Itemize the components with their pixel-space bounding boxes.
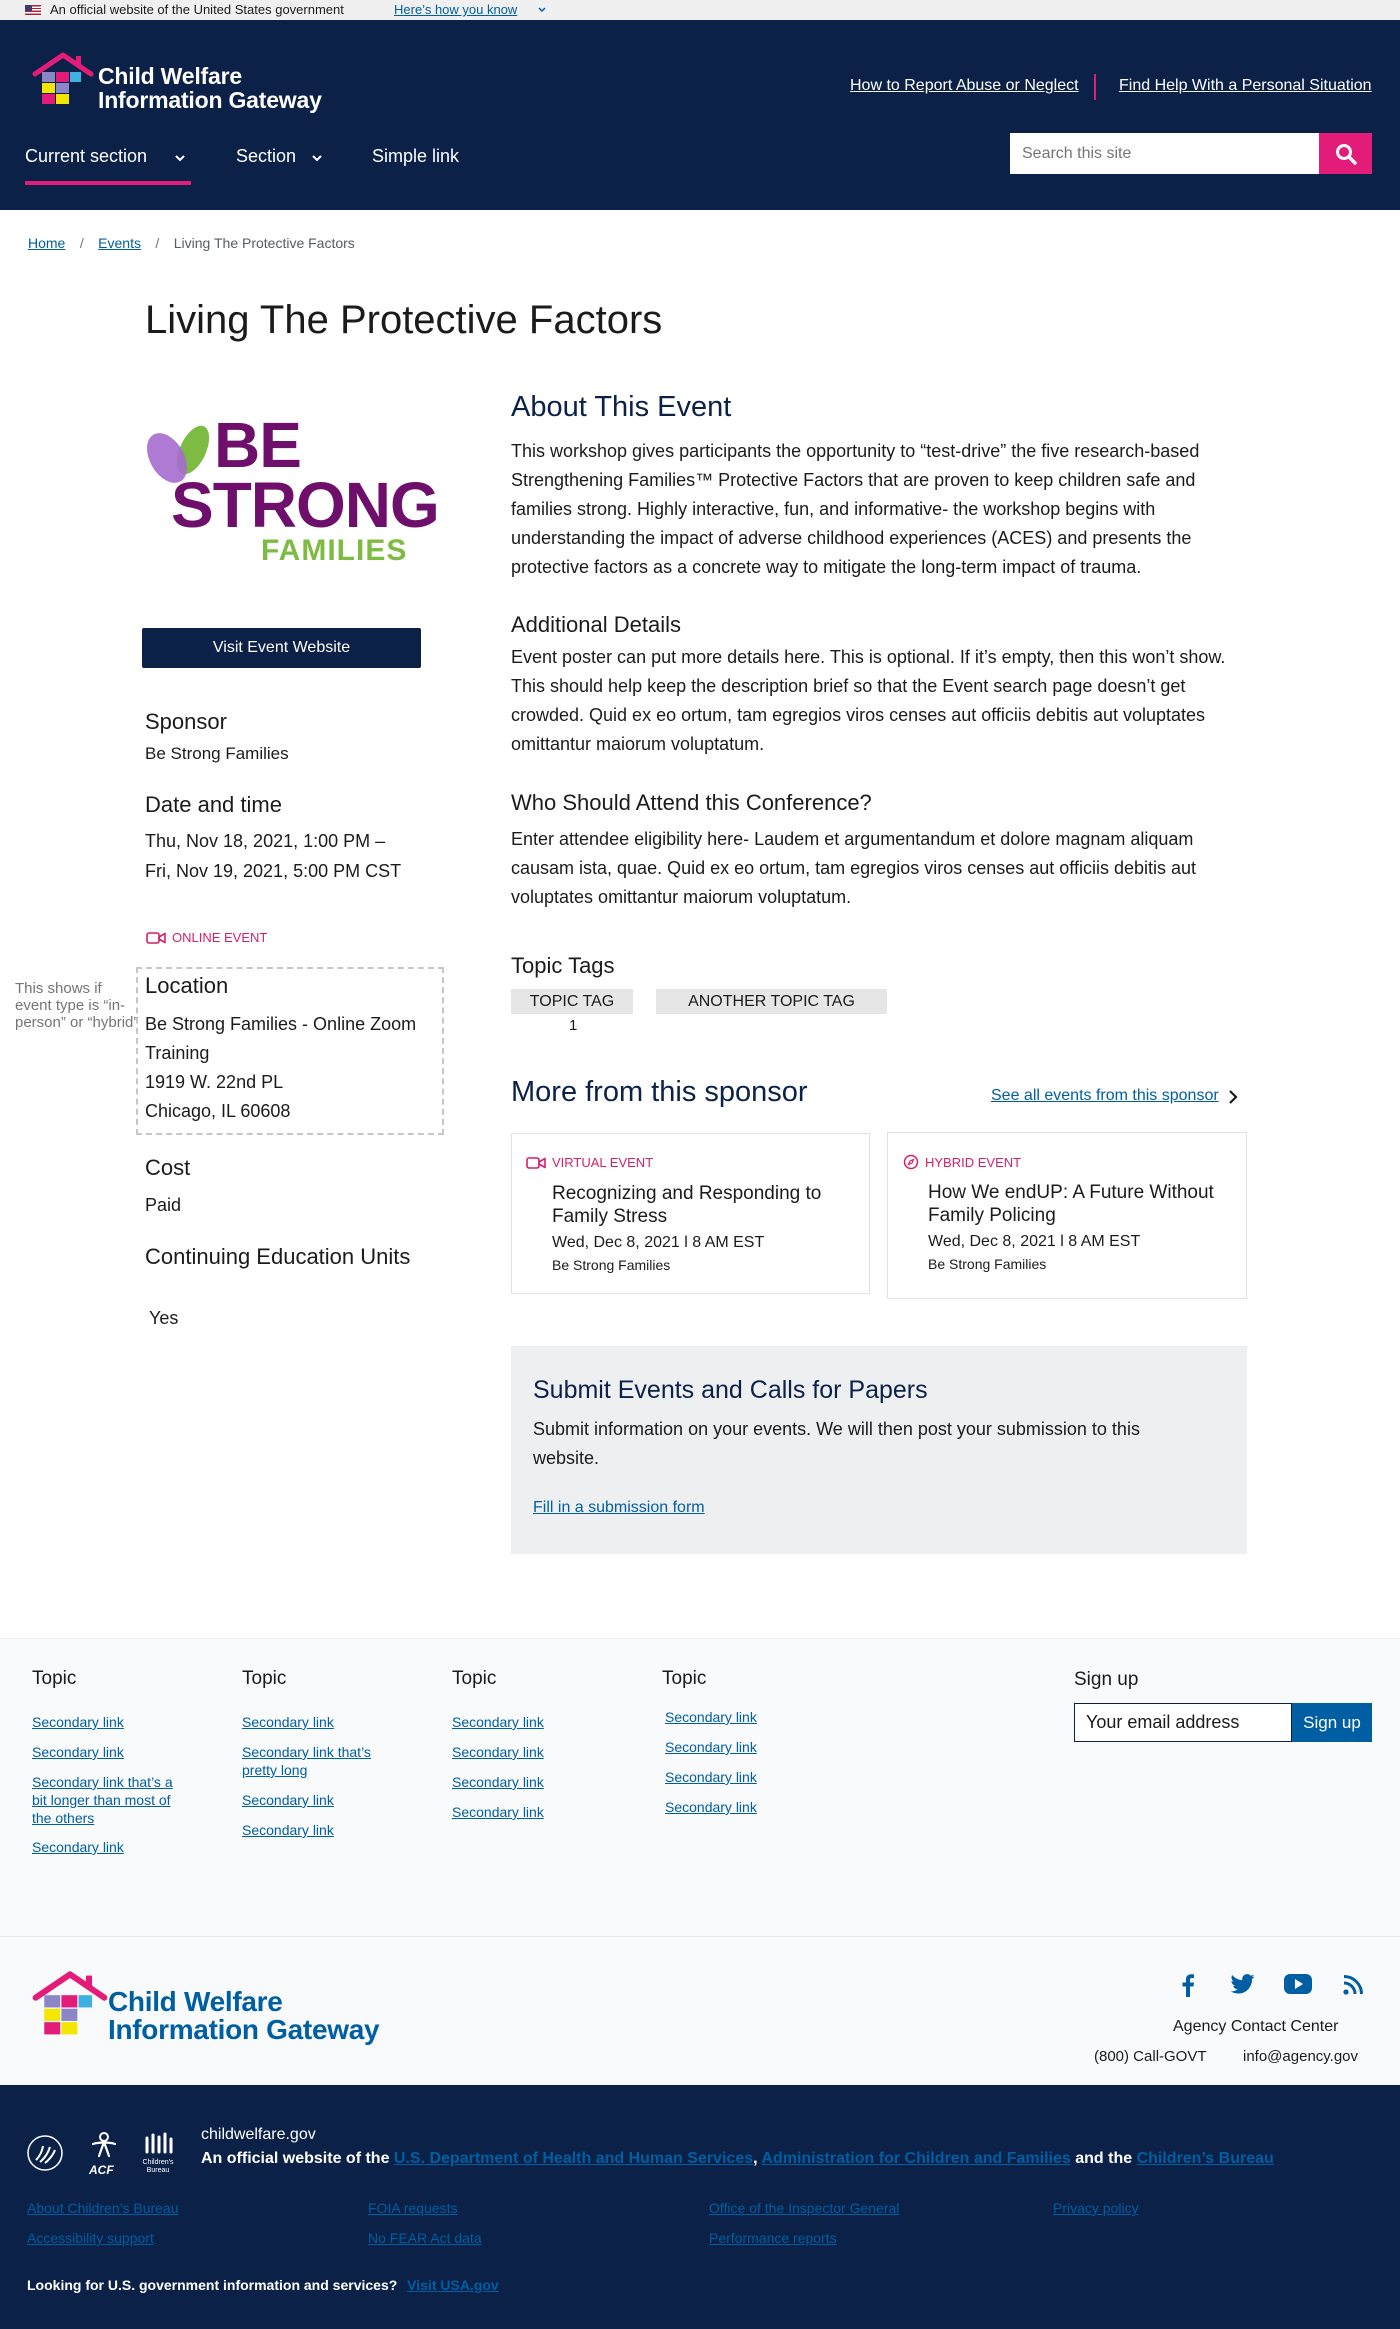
utility-divider xyxy=(1094,74,1096,100)
breadcrumb-separator: / xyxy=(155,235,160,251)
logo-line-1: Child Welfare xyxy=(98,63,242,89)
date-heading: Date and time xyxy=(145,792,282,817)
separator: and the xyxy=(1070,2150,1137,2167)
footer-link[interactable]: Secondary link xyxy=(32,1714,124,1730)
card-title-line: Recognizing and Responding to xyxy=(552,1183,822,1204)
search-input[interactable] xyxy=(1010,133,1319,174)
attend-line: causam ista, quae. Quid ex eo ortum, tam egregios viros censes aut officiis debitis aut xyxy=(511,858,1197,878)
details-heading: Additional Details xyxy=(511,612,681,637)
card-title-line: Family Policing xyxy=(928,1205,1056,1226)
attend-heading: Who Should Attend this Conference? xyxy=(511,790,872,815)
about-line: This workshop gives participants the opportunity to “test-drive” the five research-based xyxy=(511,441,1200,461)
footer-topic: Topic xyxy=(452,1668,497,1689)
cb-logo-line-2: Bureau xyxy=(146,2167,170,2174)
submit-line: Submit information on your events. We will then post your submission to this xyxy=(533,1419,1140,1439)
logo-line-2: Information Gateway xyxy=(98,87,322,113)
footer-link[interactable]: Secondary link that’s a bit longer than most of the others xyxy=(32,1774,173,1826)
about-body xyxy=(511,437,1251,582)
heres-how-you-know-link[interactable]: Here’s how you know xyxy=(394,2,518,17)
contact-center-heading: Agency Contact Center xyxy=(1173,2018,1339,2035)
about-line: understanding the impact of adverse childhood experiences (ACES) and presents the xyxy=(511,528,1192,548)
nav-active-indicator xyxy=(25,181,191,185)
card-badge-label: HYBRID EVENT xyxy=(925,1154,1022,1170)
details-body xyxy=(511,643,1251,759)
more-from-sponsor-heading: More from this sponsor xyxy=(511,1076,808,1108)
ceu-heading: Continuing Education Units xyxy=(145,1244,411,1269)
breadcrumb-events[interactable]: Events xyxy=(98,235,141,251)
hhs-seal-icon[interactable] xyxy=(26,2134,64,2172)
footer-link[interactable]: Secondary link xyxy=(665,1769,757,1785)
submit-line: website. xyxy=(533,1448,600,1468)
submit-body xyxy=(533,1415,1140,1473)
see-all-events-link[interactable]: See all events from this sponsor xyxy=(991,1087,1219,1104)
footer-link[interactable]: Secondary link xyxy=(32,1839,124,1855)
hybrid-event-badge xyxy=(903,1154,1021,1170)
visit-usa-gov-link[interactable]: Visit USA.gov xyxy=(407,2277,499,2293)
footer-link[interactable]: Secondary link xyxy=(665,1799,757,1815)
acf-logo[interactable] xyxy=(89,2132,119,2177)
sponsor-value: Be Strong Families xyxy=(145,744,289,763)
performance-reports-link[interactable]: Performance reports xyxy=(709,2230,837,2246)
details-line: crowded. Quid ex eo ortum, tam egregios viros censes aut officiis debitis aut voluptates xyxy=(511,705,1206,725)
report-abuse-link[interactable]: How to Report Abuse or Neglect xyxy=(850,77,1079,94)
attend-line: voluptates omittantur maiorum voluptatum. xyxy=(511,887,852,907)
contact-phone: (800) Call-GOVT xyxy=(1094,2048,1207,2065)
footer-link[interactable]: Secondary link xyxy=(452,1744,544,1760)
signup-heading: Sign up xyxy=(1074,1669,1139,1690)
topic-tag[interactable]: ANOTHER TOPIC TAG xyxy=(656,989,887,1014)
footer-link[interactable]: Secondary link xyxy=(452,1714,544,1730)
footer-link[interactable]: Secondary link xyxy=(242,1714,334,1730)
logo-strong: STRONG xyxy=(171,469,439,541)
signup-button[interactable]: Sign up xyxy=(1292,1703,1372,1742)
childrens-bureau-logo[interactable] xyxy=(138,2132,178,2174)
topic-tag[interactable]: TOPIC TAG xyxy=(511,989,633,1014)
accessibility-support-link[interactable]: Accessibility support xyxy=(27,2230,154,2246)
foia-link[interactable]: FOIA requests xyxy=(368,2200,458,2216)
acf-logo-text: ACF xyxy=(89,2163,114,2177)
card-title[interactable] xyxy=(928,1181,1214,1227)
search-button[interactable] xyxy=(1319,133,1372,174)
footer-link[interactable]: Secondary link xyxy=(32,1744,124,1760)
location-heading: Location xyxy=(145,973,229,998)
facebook-icon[interactable] xyxy=(1180,1973,1196,1997)
details-line: omittantur maiorum voluptatum. xyxy=(511,734,765,754)
footer-logo-text[interactable] xyxy=(108,1988,379,2044)
house-logo-icon[interactable] xyxy=(32,52,94,108)
submit-heading: Submit Events and Calls for Papers xyxy=(533,1376,928,1404)
chevron-down-icon[interactable] xyxy=(311,153,323,163)
online-event-badge xyxy=(146,930,267,945)
footer-topic: Topic xyxy=(662,1668,707,1689)
details-line: Event poster can put more details here. This is optional. If it’s empty, then this won’t show. xyxy=(511,647,1226,667)
virtual-event-badge xyxy=(526,1155,653,1170)
compass-icon xyxy=(903,1154,919,1170)
cb-logo-line-1: Children's xyxy=(142,2159,174,2166)
ceu-value: Yes xyxy=(149,1308,179,1328)
childrens-bureau-link[interactable]: Children’s Bureau xyxy=(1136,2150,1274,2167)
location-line: Be Strong Families - Online Zoom xyxy=(145,1014,417,1034)
chevron-right-icon[interactable] xyxy=(1227,1089,1239,1105)
nav-label: Section xyxy=(236,146,297,166)
usa-gov-prompt: Looking for U.S. government information and services? xyxy=(27,2277,398,2293)
identifier-domain: childwelfare.gov xyxy=(201,2126,316,2143)
footer-topic: Topic xyxy=(32,1668,77,1689)
identifier-official-text xyxy=(201,2150,1274,2168)
breadcrumb-separator: / xyxy=(79,235,84,251)
acf-figure-icon xyxy=(89,2132,119,2158)
visit-event-website-button[interactable]: Visit Event Website xyxy=(142,628,421,668)
house-logo-icon[interactable] xyxy=(32,1970,108,2040)
breadcrumb-home[interactable]: Home xyxy=(28,235,66,251)
breadcrumb xyxy=(28,235,355,253)
childrens-bureau-icon xyxy=(141,2132,175,2154)
separator: , xyxy=(753,2150,762,2167)
official-prefix: An official website of the xyxy=(201,2150,394,2167)
footer-link[interactable]: Secondary link that’s pretty long xyxy=(242,1744,371,1778)
card-title[interactable] xyxy=(552,1182,821,1228)
chevron-down-icon[interactable] xyxy=(537,5,547,15)
site-logo-text[interactable] xyxy=(98,64,322,112)
rss-icon[interactable] xyxy=(1343,1975,1363,1995)
logo-families: FAMILIES xyxy=(261,534,408,567)
footer-link[interactable]: Secondary link xyxy=(242,1792,334,1808)
details-line: This should help keep the description brief so that the Event search page doesn’t get xyxy=(511,676,1186,696)
online-event-label: ONLINE EVENT xyxy=(172,930,268,945)
site-header xyxy=(0,20,1400,210)
privacy-policy-link[interactable]: Privacy policy xyxy=(1053,2200,1139,2216)
footer-link[interactable]: Secondary link xyxy=(452,1804,544,1820)
card-sponsor: Be Strong Families xyxy=(928,1256,1047,1272)
find-help-link[interactable]: Find Help With a Personal Situation xyxy=(1119,77,1372,94)
footer-logo-line-1: Child Welfare xyxy=(108,1986,283,2017)
attend-body xyxy=(511,825,1251,912)
card-title-line: Family Stress xyxy=(552,1206,668,1227)
video-camera-icon xyxy=(146,931,166,945)
card-date: Wed, Dec 8, 2021 l 8 AM EST xyxy=(552,1234,765,1251)
contact-email: info@agency.gov xyxy=(1243,2048,1359,2065)
footer-link[interactable]: Secondary link xyxy=(665,1709,757,1725)
location-line: 1919 W. 22nd PL xyxy=(145,1072,284,1092)
submission-form-link[interactable]: Fill in a submission form xyxy=(533,1499,705,1516)
footer-link[interactable]: Secondary link xyxy=(452,1774,544,1790)
about-line: protective factors as a concrete way to mitigate the long-term impact of trauma. xyxy=(511,557,1142,577)
footer-link[interactable]: Secondary link xyxy=(665,1739,757,1755)
cost-value: Paid xyxy=(145,1195,182,1215)
us-flag-icon xyxy=(25,5,41,15)
no-fear-act-link[interactable]: No FEAR Act data xyxy=(368,2230,482,2246)
attend-line: Enter attendee eligibility here- Laudem et argumentandum et dolore magnam aliquam xyxy=(511,829,1194,849)
card-sponsor: Be Strong Families xyxy=(552,1257,671,1273)
footer-link[interactable]: Secondary link xyxy=(242,1822,334,1838)
card-badge-label: VIRTUAL EVENT xyxy=(552,1155,654,1170)
location-line: Chicago, IL 60608 xyxy=(145,1101,291,1121)
youtube-icon[interactable] xyxy=(1284,1974,1312,1994)
gov-banner-text: An official website of the United States government xyxy=(50,2,344,17)
sponsor-heading: Sponsor xyxy=(145,709,227,734)
breadcrumb-current: Living The Protective Factors xyxy=(173,235,355,251)
inspector-general-link[interactable]: Office of the Inspector General xyxy=(709,2200,900,2216)
gov-banner xyxy=(0,0,1400,20)
twitter-icon[interactable] xyxy=(1231,1974,1255,1994)
about-heading: About This Event xyxy=(511,391,732,423)
chevron-down-icon[interactable] xyxy=(174,153,186,163)
hhs-link[interactable]: U.S. Department of Health and Human Services xyxy=(393,2150,754,2167)
topic-tags-heading: Topic Tags xyxy=(511,953,615,978)
acf-link[interactable]: Administration for Children and Families xyxy=(761,2150,1071,2167)
footer-logo-line-2: Information Gateway xyxy=(108,2014,380,2045)
card-date: Wed, Dec 8, 2021 l 8 AM EST xyxy=(928,1233,1141,1250)
nav-section[interactable] xyxy=(236,146,296,167)
about-line: Strengthening Families™ Protective Factors that are proven to keep children safe and xyxy=(511,470,1196,490)
video-camera-icon xyxy=(526,1156,546,1170)
date-line-1: Thu, Nov 18, 2021, 1:00 PM – xyxy=(145,831,386,851)
date-line-2: Fri, Nov 19, 2021, 5:00 PM CST xyxy=(145,861,402,881)
cost-heading: Cost xyxy=(145,1155,191,1180)
page-title: Living The Protective Factors xyxy=(145,298,663,342)
logo-be: BE xyxy=(214,409,301,481)
usa-gov-text xyxy=(27,2277,499,2293)
location-note: This shows if event type is “in-person” or “hybrid” xyxy=(15,980,139,1031)
card-title-line: How We endUP: A Future Without xyxy=(928,1182,1214,1203)
nav-label: Current section xyxy=(25,146,148,166)
nav-current-section[interactable] xyxy=(25,146,147,167)
footer-topic: Topic xyxy=(242,1668,287,1689)
nav-simple-link[interactable]: Simple link xyxy=(372,146,460,166)
search-icon xyxy=(1335,143,1357,165)
about-line: families strong. Highly interactive, fun, and informative- the workshop begins with xyxy=(511,499,1156,519)
tag-count: 1 xyxy=(569,1017,578,1034)
email-field[interactable] xyxy=(1074,1703,1292,1742)
about-childrens-bureau-link[interactable]: About Children’s Bureau xyxy=(27,2200,179,2216)
location-line: Training xyxy=(145,1043,210,1063)
